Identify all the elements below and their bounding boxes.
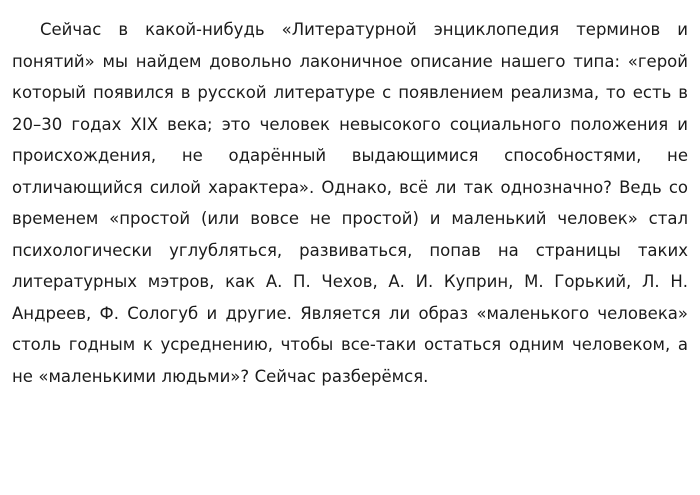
body-paragraph: Сейчас в какой-нибудь «Литературной энциклопедия терминов и понятий» мы найдем довольно лаконичное описание нашего типа: «герой который появился в русской литературе с появлением реализма, то есть в 20–30 годах XIX века; это человек невысокого социального положения и происхождения, не одарённый выдающимися способностями, не отличающийся силой характера». Однако, всё ли так однозначно? Ведь со временем «простой (или вовсе не простой) и маленький человек» стал психологически углубляться, развиваться, попав на страницы таких литературных мэтров, как А. П. Чехов, А. И. Куприн, М. Горький, Л. Н. Андреев, Ф. Сологуб и другие. Является ли образ «маленького человека» столь годным к усреднению, чтобы все-таки остаться одним человеком, а не «маленькими людьми»? Сейчас разберёмся. — [12, 20, 688, 386]
